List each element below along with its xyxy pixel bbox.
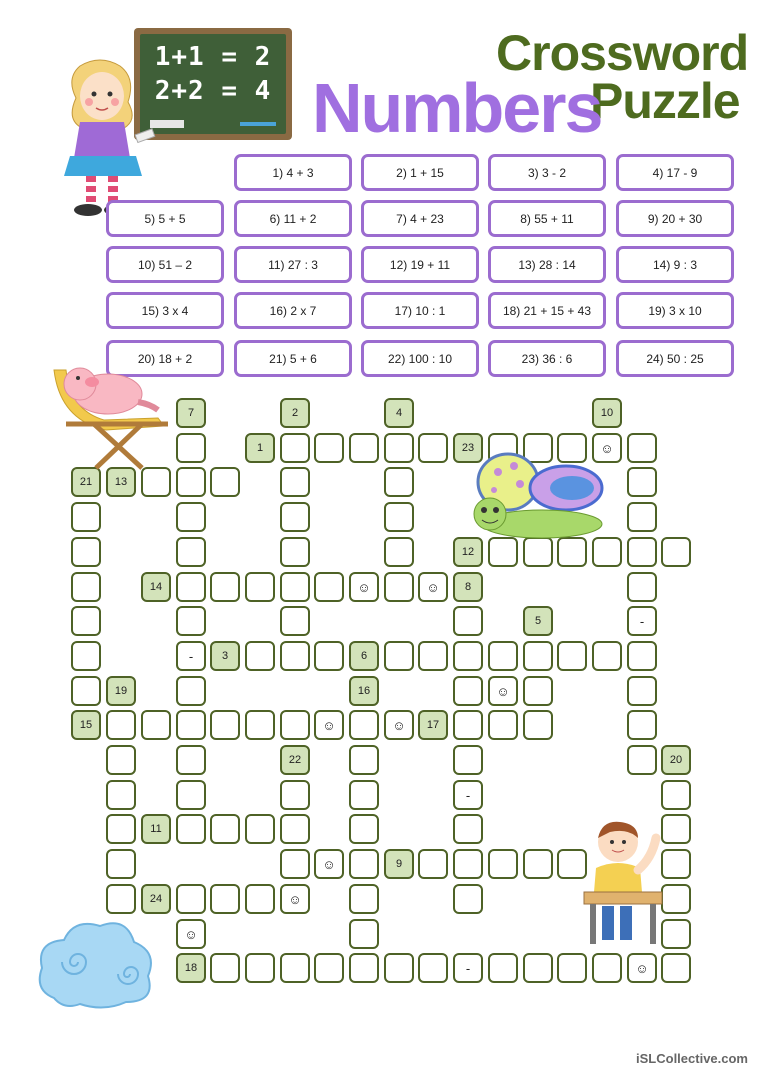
- answer-cell[interactable]: [141, 710, 171, 740]
- clue-number-cell[interactable]: [245, 433, 275, 463]
- cell-number: 10: [600, 407, 614, 419]
- cell-number: 5: [534, 615, 542, 627]
- chalk-icon: [240, 122, 276, 126]
- answer-cell[interactable]: [280, 780, 310, 810]
- answer-cell[interactable]: [627, 502, 657, 532]
- clue-15: 15) 3 x 4: [106, 292, 224, 329]
- clue-23: 23) 36 : 6: [488, 340, 606, 377]
- clue-12: 12) 19 + 11: [361, 246, 479, 283]
- answer-cell[interactable]: [245, 641, 275, 671]
- answer-cell[interactable]: [488, 710, 518, 740]
- cell-number: 21: [79, 476, 93, 488]
- clue-14: 14) 9 : 3: [616, 246, 734, 283]
- answer-cell[interactable]: [592, 641, 622, 671]
- answer-cell[interactable]: [106, 849, 136, 879]
- answer-cell[interactable]: [349, 780, 379, 810]
- clue-7: 7) 4 + 23: [361, 200, 479, 237]
- clue-11: 11) 27 : 3: [234, 246, 352, 283]
- answer-cell[interactable]: [176, 710, 206, 740]
- answer-cell[interactable]: [523, 676, 553, 706]
- cell-number: 18: [184, 962, 198, 974]
- answer-cell[interactable]: [176, 780, 206, 810]
- title-puzzle: Puzzle: [590, 73, 740, 129]
- answer-cell[interactable]: [523, 710, 553, 740]
- answer-cell[interactable]: [245, 953, 275, 983]
- answer-cell[interactable]: [106, 780, 136, 810]
- cell-number: 9: [395, 858, 403, 870]
- answer-cell[interactable]: [557, 641, 587, 671]
- answer-cell[interactable]: [349, 710, 379, 740]
- clue-2: 2) 1 + 15: [361, 154, 479, 191]
- answer-cell[interactable]: [106, 745, 136, 775]
- clue-3: 3) 3 - 2: [488, 154, 606, 191]
- clue-22: 22) 100 : 10: [361, 340, 479, 377]
- answer-cell[interactable]: [245, 884, 275, 914]
- smiley-icon: ☺: [600, 440, 614, 456]
- answer-cell[interactable]: [176, 814, 206, 844]
- answer-cell[interactable]: [176, 606, 206, 636]
- answer-cell[interactable]: [627, 606, 657, 636]
- clue-number-cell[interactable]: [280, 398, 310, 428]
- clue-13: 13) 28 : 14: [488, 246, 606, 283]
- answer-cell[interactable]: [314, 953, 344, 983]
- answer-cell[interactable]: [349, 572, 379, 602]
- smiley-icon: ☺: [288, 891, 302, 907]
- answer-cell[interactable]: [71, 502, 101, 532]
- clue-18: 18) 21 + 15 + 43: [488, 292, 606, 329]
- smiley-icon: ☺: [496, 683, 510, 699]
- answer-cell[interactable]: [453, 780, 483, 810]
- answer-cell[interactable]: [384, 710, 414, 740]
- answer-cell[interactable]: [314, 641, 344, 671]
- answer-cell[interactable]: [176, 467, 206, 497]
- clue-8: 8) 55 + 11: [488, 200, 606, 237]
- answer-cell[interactable]: [176, 919, 206, 949]
- answer-cell[interactable]: [106, 814, 136, 844]
- answer-cell[interactable]: [280, 467, 310, 497]
- answer-cell[interactable]: [176, 884, 206, 914]
- clue-1: 1) 4 + 3: [234, 154, 352, 191]
- answer-cell[interactable]: [176, 676, 206, 706]
- answer-cell[interactable]: [314, 433, 344, 463]
- answer-cell[interactable]: [453, 606, 483, 636]
- cell-number: 4: [395, 407, 403, 419]
- answer-cell[interactable]: [176, 433, 206, 463]
- answer-cell[interactable]: [349, 433, 379, 463]
- cloud-icon: [34, 912, 158, 1012]
- answer-cell[interactable]: [349, 953, 379, 983]
- answer-cell[interactable]: [106, 884, 136, 914]
- answer-cell[interactable]: [280, 572, 310, 602]
- cell-number: 11: [150, 823, 162, 835]
- clue-number-cell[interactable]: [384, 398, 414, 428]
- answer-cell[interactable]: [71, 641, 101, 671]
- answer-cell[interactable]: [627, 745, 657, 775]
- answer-cell[interactable]: [384, 641, 414, 671]
- answer-cell[interactable]: [349, 919, 379, 949]
- chalkboard-line-1: 1+1 = 2: [154, 42, 272, 72]
- smiley-icon: ☺: [635, 960, 649, 976]
- smiley-icon: ☺: [426, 579, 440, 595]
- answer-cell[interactable]: [71, 676, 101, 706]
- answer-cell[interactable]: [453, 953, 483, 983]
- cell-mark: -: [465, 787, 471, 803]
- answer-cell[interactable]: [210, 467, 240, 497]
- smiley-icon: ☺: [184, 926, 198, 942]
- answer-cell[interactable]: [627, 433, 657, 463]
- cell-number: 14: [149, 581, 163, 593]
- cell-number: 16: [357, 685, 371, 697]
- cell-mark: -: [188, 648, 194, 664]
- answer-cell[interactable]: [210, 710, 240, 740]
- smiley-icon: ☺: [357, 579, 371, 595]
- clue-6: 6) 11 + 2: [234, 200, 352, 237]
- answer-cell[interactable]: [453, 814, 483, 844]
- answer-cell[interactable]: [210, 814, 240, 844]
- answer-cell[interactable]: [627, 710, 657, 740]
- answer-cell[interactable]: [418, 953, 448, 983]
- answer-cell[interactable]: [384, 953, 414, 983]
- clue-24: 24) 50 : 25: [616, 340, 734, 377]
- clue-4: 4) 17 - 9: [616, 154, 734, 191]
- answer-cell[interactable]: [280, 849, 310, 879]
- answer-cell[interactable]: [453, 745, 483, 775]
- answer-cell[interactable]: [627, 537, 657, 567]
- cell-number: 6: [360, 650, 368, 662]
- clue-number-cell[interactable]: [141, 814, 171, 844]
- answer-cell[interactable]: [280, 884, 310, 914]
- answer-cell[interactable]: [176, 745, 206, 775]
- answer-cell[interactable]: [349, 884, 379, 914]
- clue-number-cell[interactable]: [176, 953, 206, 983]
- answer-cell[interactable]: [280, 953, 310, 983]
- cell-number: 20: [669, 754, 683, 766]
- clue-number-cell[interactable]: [418, 710, 448, 740]
- answer-cell[interactable]: [418, 433, 448, 463]
- answer-cell[interactable]: [314, 572, 344, 602]
- cell-number: 23: [461, 442, 475, 454]
- caterpillar-butterfly-icon: [468, 452, 612, 544]
- answer-cell[interactable]: [245, 572, 275, 602]
- boy-at-desk-icon: [580, 818, 672, 950]
- answer-cell[interactable]: [176, 641, 206, 671]
- answer-cell[interactable]: [384, 537, 414, 567]
- answer-cell[interactable]: [627, 641, 657, 671]
- clue-number-cell[interactable]: [384, 849, 414, 879]
- clue-number-cell[interactable]: [141, 572, 171, 602]
- cell-number: 2: [291, 407, 299, 419]
- answer-cell[interactable]: [453, 641, 483, 671]
- answer-cell[interactable]: [661, 537, 691, 567]
- title-crossword: Crossword: [496, 25, 749, 81]
- answer-cell[interactable]: [314, 710, 344, 740]
- answer-cell[interactable]: [384, 433, 414, 463]
- answer-cell[interactable]: [280, 814, 310, 844]
- pig-in-chair-icon: [46, 360, 172, 472]
- cell-number: 1: [256, 442, 264, 454]
- cell-mark: -: [639, 613, 645, 629]
- clue-number-cell[interactable]: [661, 745, 691, 775]
- answer-cell[interactable]: [106, 710, 136, 740]
- answer-cell[interactable]: [523, 641, 553, 671]
- clue-5: 5) 5 + 5: [106, 200, 224, 237]
- answer-cell[interactable]: [661, 780, 691, 810]
- answer-cell[interactable]: [488, 849, 518, 879]
- chalkboard-surface: [140, 34, 286, 134]
- answer-cell[interactable]: [523, 849, 553, 879]
- cell-number: 8: [464, 581, 472, 593]
- watermark: iSLCollective.com: [636, 1051, 748, 1066]
- clue-16: 16) 2 x 7: [234, 292, 352, 329]
- answer-cell[interactable]: [71, 537, 101, 567]
- answer-cell[interactable]: [488, 953, 518, 983]
- answer-cell[interactable]: [523, 953, 553, 983]
- cell-number: 19: [114, 685, 128, 697]
- clue-number-cell[interactable]: [106, 676, 136, 706]
- clue-number-cell[interactable]: [71, 710, 101, 740]
- clue-21: 21) 5 + 6: [234, 340, 352, 377]
- answer-cell[interactable]: [384, 467, 414, 497]
- answer-cell[interactable]: [488, 641, 518, 671]
- clue-number-cell[interactable]: [210, 641, 240, 671]
- answer-cell[interactable]: [557, 953, 587, 983]
- answer-cell[interactable]: [418, 849, 448, 879]
- answer-cell[interactable]: [453, 884, 483, 914]
- clue-19: 19) 3 x 10: [616, 292, 734, 329]
- title-numbers: Numbers: [312, 69, 602, 147]
- answer-cell[interactable]: [627, 467, 657, 497]
- clue-17: 17) 10 : 1: [361, 292, 479, 329]
- answer-cell[interactable]: [627, 953, 657, 983]
- answer-cell[interactable]: [349, 745, 379, 775]
- answer-cell[interactable]: [280, 606, 310, 636]
- answer-cell[interactable]: [349, 849, 379, 879]
- clue-10: 10) 51 – 2: [106, 246, 224, 283]
- cell-number: 24: [149, 893, 163, 905]
- answer-cell[interactable]: [627, 572, 657, 602]
- smiley-icon: ☺: [392, 717, 406, 733]
- clue-9: 9) 20 + 30: [616, 200, 734, 237]
- answer-cell[interactable]: [453, 710, 483, 740]
- answer-cell[interactable]: [71, 606, 101, 636]
- cell-number: 3: [221, 650, 229, 662]
- smiley-icon: ☺: [322, 717, 336, 733]
- smiley-icon: ☺: [322, 856, 336, 872]
- cell-number: 7: [187, 407, 195, 419]
- answer-cell[interactable]: [245, 814, 275, 844]
- answer-cell[interactable]: [176, 572, 206, 602]
- clue-number-cell[interactable]: [349, 676, 379, 706]
- cell-number: 12: [461, 546, 475, 558]
- clue-number-cell[interactable]: [176, 398, 206, 428]
- answer-cell[interactable]: [176, 502, 206, 532]
- chalkboard-line-2: 2+2 = 4: [154, 76, 272, 106]
- answer-cell[interactable]: [280, 710, 310, 740]
- answer-cell[interactable]: [280, 502, 310, 532]
- answer-cell[interactable]: [627, 676, 657, 706]
- clue-number-cell[interactable]: [523, 606, 553, 636]
- clue-number-cell[interactable]: [280, 745, 310, 775]
- answer-cell[interactable]: [245, 710, 275, 740]
- answer-cell[interactable]: [280, 537, 310, 567]
- answer-cell[interactable]: [418, 572, 448, 602]
- cell-mark: -: [465, 960, 471, 976]
- clue-number-cell[interactable]: [592, 398, 622, 428]
- answer-cell[interactable]: [488, 676, 518, 706]
- cell-number: 15: [79, 719, 93, 731]
- answer-cell[interactable]: [210, 884, 240, 914]
- answer-cell[interactable]: [280, 433, 310, 463]
- answer-cell[interactable]: [349, 814, 379, 844]
- clue-number-cell[interactable]: [349, 641, 379, 671]
- answer-cell[interactable]: [592, 953, 622, 983]
- cell-number: 17: [426, 719, 440, 731]
- answer-cell[interactable]: [210, 953, 240, 983]
- answer-cell[interactable]: [314, 849, 344, 879]
- clue-number-cell[interactable]: [141, 884, 171, 914]
- answer-cell[interactable]: [71, 572, 101, 602]
- answer-cell[interactable]: [453, 849, 483, 879]
- answer-cell[interactable]: [418, 641, 448, 671]
- answer-cell[interactable]: [280, 641, 310, 671]
- answer-cell[interactable]: [176, 537, 206, 567]
- cell-number: 22: [288, 754, 302, 766]
- answer-cell[interactable]: [384, 572, 414, 602]
- clue-20: 20) 18 + 2: [106, 340, 224, 377]
- answer-cell[interactable]: [453, 676, 483, 706]
- clue-number-cell[interactable]: [453, 572, 483, 602]
- cell-number: 13: [114, 476, 128, 488]
- answer-cell[interactable]: [384, 502, 414, 532]
- answer-cell[interactable]: [210, 572, 240, 602]
- answer-cell[interactable]: [661, 953, 691, 983]
